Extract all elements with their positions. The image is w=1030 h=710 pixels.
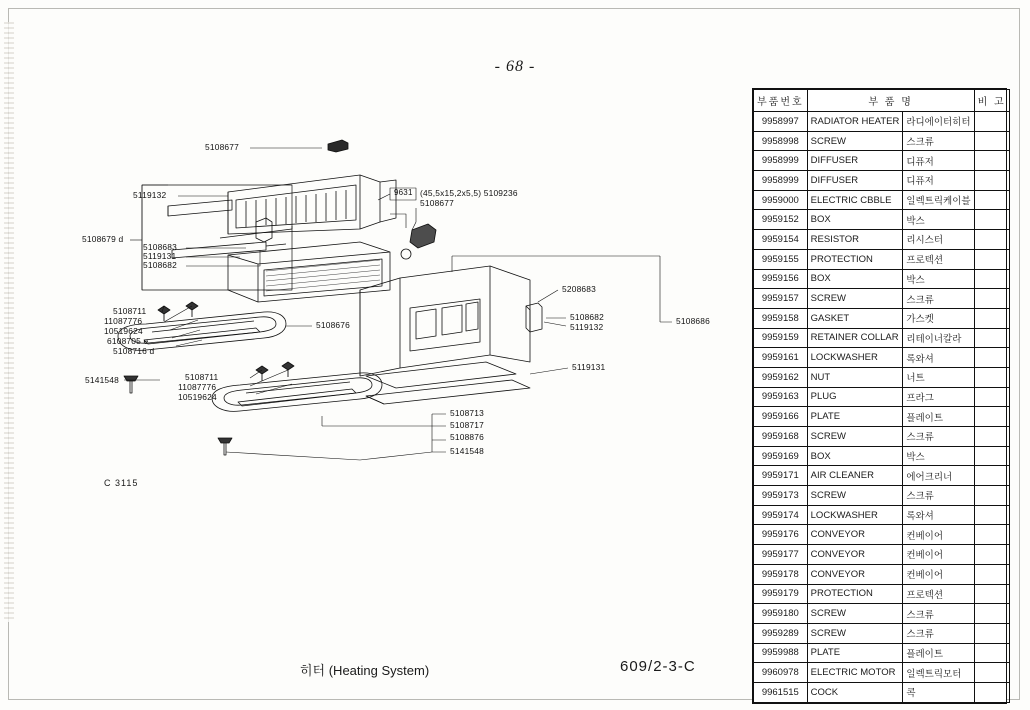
cell-part-name-en: ELECTRIC CBBLE [807, 190, 903, 210]
cell-part-name-en: PLATE [807, 643, 903, 663]
cell-part-number: 9959161 [754, 348, 808, 368]
cell-part-name-en: SCREW [807, 131, 903, 151]
cell-part-name-kr: 가스켓 [903, 308, 974, 328]
cell-part-name-kr: 일렉트릭케이블 [903, 190, 974, 210]
cell-part-name-en: SCREW [807, 427, 903, 447]
cell-remark [974, 505, 1009, 525]
table-row [754, 112, 1010, 132]
cell-remark [974, 564, 1009, 584]
cell-remark [974, 604, 1009, 624]
callout-5108711-b: 5108711 [185, 372, 219, 382]
cell-part-number: 9958997 [754, 112, 808, 132]
table-row [754, 584, 1010, 604]
cell-remark [974, 230, 1009, 250]
cell-remark [974, 190, 1009, 210]
cell-part-name-kr: 컨베이어 [903, 545, 974, 565]
table-row [754, 289, 1010, 309]
cell-part-name-kr: 리테이너칼라 [903, 328, 974, 348]
cell-part-name-en: SCREW [807, 604, 903, 624]
page-number: - 68 - [494, 58, 536, 75]
callout-5141548-a: 5141548 [85, 375, 120, 385]
cell-part-name-en: BOX [807, 210, 903, 230]
cell-part-name-en: RADIATOR HEATER [807, 112, 903, 132]
cell-remark [974, 545, 1009, 565]
cell-remark [974, 525, 1009, 545]
callout-5108716: 5108716 d [113, 346, 155, 356]
cell-part-name-en: AIR CLEANER [807, 466, 903, 486]
table-header-row [754, 90, 1010, 112]
table-row [754, 525, 1010, 545]
callout-5119131-r: 5119131 [572, 362, 606, 372]
cell-part-name-kr: 플레이트 [903, 643, 974, 663]
cell-part-name-kr: 플레이트 [903, 407, 974, 427]
table-row [754, 407, 1010, 427]
cell-remark [974, 348, 1009, 368]
callout-5119131: 5119131 [143, 251, 177, 261]
cell-part-name-kr: 박스 [903, 446, 974, 466]
table-row [754, 387, 1010, 407]
table-row [754, 210, 1010, 230]
table-row [754, 486, 1010, 506]
cell-part-name-kr: 스크류 [903, 623, 974, 643]
table-row [754, 545, 1010, 565]
cell-part-name-kr: 스크류 [903, 486, 974, 506]
callout-5119132-r: 5119132 [570, 322, 604, 332]
cell-remark [974, 643, 1009, 663]
table-row [754, 348, 1010, 368]
cell-part-number: 9959168 [754, 427, 808, 447]
cell-part-name-en: LOCKWASHER [807, 505, 903, 525]
cell-part-number: 9959162 [754, 367, 808, 387]
callout-5108683: 5108683 [143, 242, 178, 252]
table-row [754, 230, 1010, 250]
cell-part-name-kr: 스크류 [903, 427, 974, 447]
cell-part-number: 9959289 [754, 623, 808, 643]
table-row [754, 505, 1010, 525]
table-row [754, 682, 1010, 702]
cell-part-name-en: RESISTOR [807, 230, 903, 250]
cell-part-name-en: LOCKWASHER [807, 348, 903, 368]
cell-part-number: 9958998 [754, 131, 808, 151]
callout-10519624-a: 10519624 [104, 326, 143, 336]
cell-part-name-kr: 컨베이어 [903, 564, 974, 584]
callout-9631: 9631 [394, 188, 413, 197]
page-edge-texture [4, 22, 14, 622]
cell-part-name-kr: 리시스터 [903, 230, 974, 250]
cell-part-name-en: NUT [807, 367, 903, 387]
cell-part-name-kr: 디퓨저 [903, 171, 974, 191]
cell-remark [974, 131, 1009, 151]
cell-part-name-en: PLUG [807, 387, 903, 407]
cell-part-number: 9960978 [754, 663, 808, 683]
cell-part-name-en: SCREW [807, 289, 903, 309]
cell-remark [974, 427, 1009, 447]
cell-part-name-kr: 프로텍션 [903, 584, 974, 604]
callout-5208683: 5208683 [562, 284, 597, 294]
cell-remark [974, 367, 1009, 387]
cell-part-number: 9959166 [754, 407, 808, 427]
parts-table [752, 88, 1007, 704]
cell-part-number: 9959174 [754, 505, 808, 525]
cell-part-number: 9959159 [754, 328, 808, 348]
figure-code: C 3115 [104, 478, 139, 488]
table-row [754, 427, 1010, 447]
cell-part-number: 9959176 [754, 525, 808, 545]
cell-remark [974, 112, 1009, 132]
callout-6108705: 6108705 e [107, 336, 149, 346]
cell-part-name-kr: 프로텍션 [903, 249, 974, 269]
cell-remark [974, 446, 1009, 466]
header-remark: 비 고 [974, 90, 1009, 112]
table-row [754, 643, 1010, 663]
callout-5108682: 5108682 [143, 260, 178, 270]
table-row [754, 131, 1010, 151]
cell-remark [974, 623, 1009, 643]
cell-part-name-kr: 콕 [903, 682, 974, 702]
cell-part-name-en: PROTECTION [807, 249, 903, 269]
table-row [754, 328, 1010, 348]
cell-part-number: 9961515 [754, 682, 808, 702]
callout-5108713: 5108713 [450, 408, 485, 418]
callout-5108677-top: 5108677 [205, 142, 240, 152]
exploded-diagram [60, 130, 740, 530]
cell-part-name-en: ELECTRIC MOTOR [807, 663, 903, 683]
callout-5108682-r: 5108682 [570, 312, 605, 322]
cell-part-name-kr: 에어크리너 [903, 466, 974, 486]
cell-part-name-kr: 록와셔 [903, 505, 974, 525]
cell-part-number: 9958999 [754, 151, 808, 171]
cell-part-number: 9959155 [754, 249, 808, 269]
cell-remark [974, 269, 1009, 289]
table-row [754, 151, 1010, 171]
header-part-name: 부 품 명 [807, 90, 974, 112]
cell-remark [974, 466, 1009, 486]
cell-remark [974, 328, 1009, 348]
cell-part-number: 9959173 [754, 486, 808, 506]
cell-part-number: 9959158 [754, 308, 808, 328]
table-row [754, 604, 1010, 624]
footer-code: 609/2-3-C [620, 658, 696, 675]
cell-part-name-en: SCREW [807, 486, 903, 506]
cell-remark [974, 407, 1009, 427]
table-row [754, 623, 1010, 643]
cell-remark [974, 249, 1009, 269]
cell-part-number: 9959156 [754, 269, 808, 289]
cell-part-name-kr: 너트 [903, 367, 974, 387]
callout-10519624-b: 10519624 [178, 392, 217, 402]
cell-part-name-kr: 컨베이어 [903, 525, 974, 545]
cell-part-name-en: CONVEYOR [807, 564, 903, 584]
table-row [754, 249, 1010, 269]
cell-part-name-en: COCK [807, 682, 903, 702]
callout-5108677-mid: 5108677 [420, 198, 455, 208]
callout-11087776-b: 11087776 [178, 382, 217, 392]
callout-5141548-b: 5141548 [450, 446, 485, 456]
cell-part-name-kr: 라디에이터히터 [903, 112, 974, 132]
cell-part-name-en: DIFFUSER [807, 171, 903, 191]
callout-5108711-a: 5108711 [113, 306, 147, 316]
callout-5108676: 5108676 [316, 320, 351, 330]
cell-part-name-en: DIFFUSER [807, 151, 903, 171]
cell-remark [974, 387, 1009, 407]
cell-part-name-en: PROTECTION [807, 584, 903, 604]
cell-remark [974, 289, 1009, 309]
table-row [754, 190, 1010, 210]
table-row [754, 367, 1010, 387]
cell-part-name-kr: 록와셔 [903, 348, 974, 368]
table-row [754, 269, 1010, 289]
table-row [754, 171, 1010, 191]
cell-remark [974, 584, 1009, 604]
callout-5108717: 5108717 [450, 420, 485, 430]
cell-part-number: 9959163 [754, 387, 808, 407]
cell-part-number: 9959152 [754, 210, 808, 230]
cell-part-name-kr: 일렉트릭모터 [903, 663, 974, 683]
cell-part-number: 9959000 [754, 190, 808, 210]
footer-title: 히터 (Heating System) [300, 663, 430, 678]
cell-remark [974, 171, 1009, 191]
cell-part-number: 9958999 [754, 171, 808, 191]
cell-remark [974, 486, 1009, 506]
cell-part-name-kr: 디퓨저 [903, 151, 974, 171]
cell-part-number: 9959178 [754, 564, 808, 584]
cell-remark [974, 210, 1009, 230]
cell-remark [974, 663, 1009, 683]
cell-part-name-en: BOX [807, 446, 903, 466]
callout-5108876: 5108876 [450, 432, 485, 442]
cell-part-number: 9959157 [754, 289, 808, 309]
cell-remark [974, 308, 1009, 328]
table-row [754, 308, 1010, 328]
cell-part-number: 9959169 [754, 446, 808, 466]
cell-part-name-kr: 박스 [903, 269, 974, 289]
table-row [754, 466, 1010, 486]
cell-part-name-kr: 스크류 [903, 131, 974, 151]
cell-part-name-en: SCREW [807, 623, 903, 643]
cell-part-name-en: CONVEYOR [807, 525, 903, 545]
callout-dimensions: (45,5x15,2x5,5) 5109236 [420, 188, 518, 198]
table-row [754, 446, 1010, 466]
callout-11087776-a: 11087776 [104, 316, 143, 326]
cell-part-number: 9959179 [754, 584, 808, 604]
cell-part-name-kr: 프라그 [903, 387, 974, 407]
cell-remark [974, 151, 1009, 171]
callout-5108686: 5108686 [676, 316, 711, 326]
callout-5119132: 5119132 [133, 190, 167, 200]
cell-part-name-en: CONVEYOR [807, 545, 903, 565]
cell-remark [974, 682, 1009, 702]
cell-part-number: 9959171 [754, 466, 808, 486]
cell-part-name-kr: 박스 [903, 210, 974, 230]
cell-part-number: 9959177 [754, 545, 808, 565]
cell-part-name-en: BOX [807, 269, 903, 289]
header-part-number: 부품번호 [754, 90, 808, 112]
cell-part-name-en: PLATE [807, 407, 903, 427]
cell-part-name-en: RETAINER COLLAR [807, 328, 903, 348]
cell-part-number: 9959154 [754, 230, 808, 250]
cell-part-name-kr: 스크류 [903, 604, 974, 624]
table-row [754, 663, 1010, 683]
cell-part-name-en: GASKET [807, 308, 903, 328]
table-row [754, 564, 1010, 584]
cell-part-number: 9959988 [754, 643, 808, 663]
cell-part-number: 9959180 [754, 604, 808, 624]
callout-5108679: 5108679 d [82, 234, 124, 244]
cell-part-name-kr: 스크류 [903, 289, 974, 309]
